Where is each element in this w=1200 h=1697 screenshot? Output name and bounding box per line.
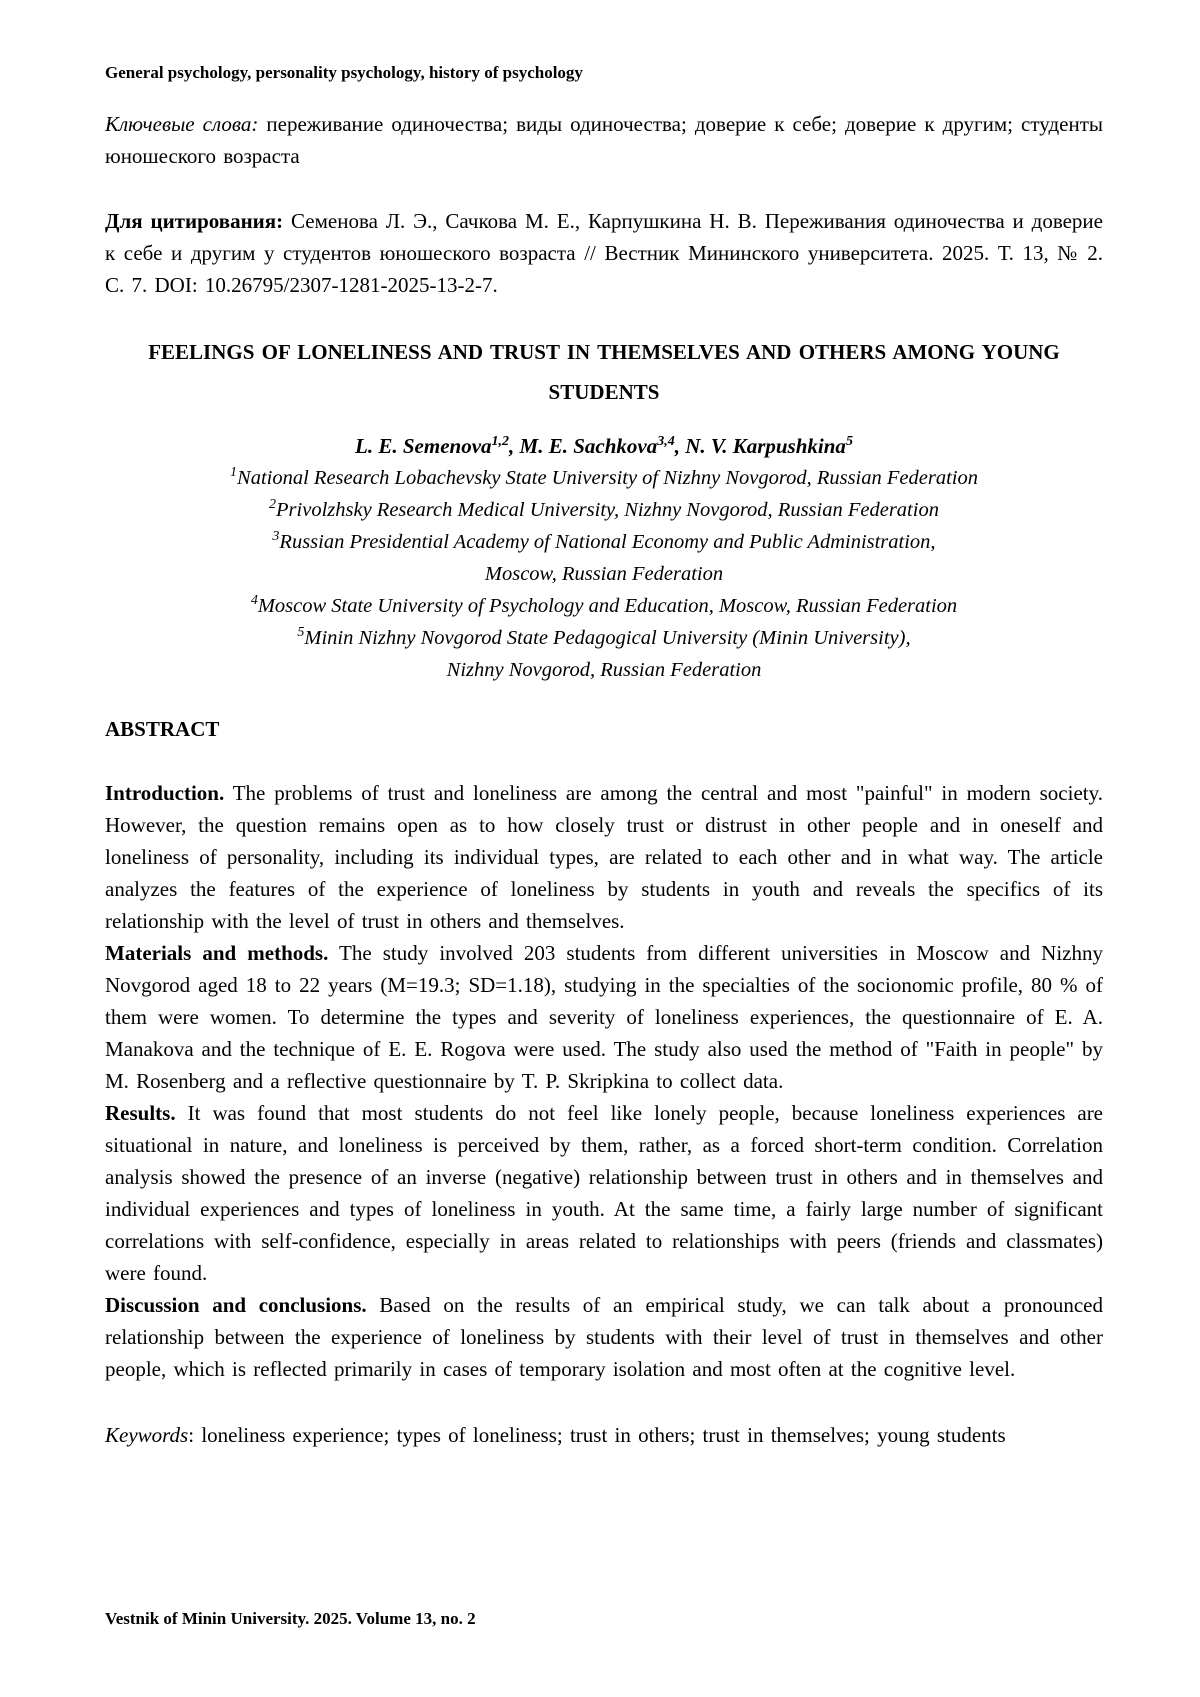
- affiliation-line: [105, 558, 1103, 590]
- section-label: Materials and methods.: [105, 941, 329, 965]
- affiliation-text: Moscow, Russian Federation: [484, 563, 724, 585]
- keywords-russian-label: Ключевые слова:: [105, 112, 259, 136]
- section-label: Discussion and conclusions.: [105, 1293, 367, 1317]
- citation-block: [105, 205, 1103, 301]
- affiliation-text: National Research Lobachevsky State University of Nizhny Novgorod, Russian Federation: [237, 467, 978, 489]
- abstract-heading: ABSTRACT: [105, 717, 220, 741]
- authors-line: [105, 430, 1103, 462]
- keywords-english-label: Keywords: [105, 1423, 189, 1447]
- article-title: FEELINGS OF LONELINESS AND TRUST IN THEMSELVES AND OTHERS AMONG YOUNG STUDENTS: [148, 340, 1060, 404]
- affiliation-superscript: 1: [230, 465, 238, 481]
- author-name: L. E. Semenova: [355, 434, 492, 458]
- journal-footer: Vestnik of Minin University. 2025. Volume 13, no. 2: [105, 1609, 476, 1628]
- section-text: It was found that most students do not feel like lonely people, because loneliness experiences are situational in nature, and loneliness is perceived by them, rather, as a forced short-term condition. Correlation analysis showed the presence of an inverse (negative) relationship between trust in others and in themselves and individual experiences and types of loneliness in youth. At the same time, a fairly large number of significant correlations with self-confidence, especially in areas related to relationships with peers (friends and classmates) were found.: [105, 1101, 1104, 1285]
- abstract-section-materials-methods: [105, 937, 1103, 1097]
- affiliation-superscript: 3: [272, 529, 280, 545]
- author-superscript: 1,2: [491, 434, 510, 449]
- affiliation-line: [105, 462, 1103, 494]
- author-superscript: 3,4: [657, 434, 675, 449]
- affiliation-line: [105, 494, 1103, 526]
- section-label: Introduction.: [105, 781, 225, 805]
- citation-label: Для цитирования:: [105, 209, 284, 233]
- abstract-section-discussion-conclusions: [105, 1289, 1103, 1385]
- affiliation-line: [105, 590, 1103, 622]
- citation-text: Семенова Л. Э., Сачкова М. Е., Карпушкина Н. В. Переживания одиночества и доверие к себе и другим у студентов юношеского возраста // Вестник Мининского университета. 2025. Т. 13, № 2. С. 7. DOI: 10.26795/2307-1281-2025-13-2-7.: [105, 209, 1103, 297]
- section-text: Based on the results of an empirical study, we can talk about a pronounced relationship between the experience of loneliness by students with their level of trust in themselves and other people, which is reflected primarily in cases of temporary isolation and most often at the cognitive level.: [105, 1293, 1103, 1381]
- affiliation-superscript: 2: [269, 497, 277, 513]
- keywords-english-text: : loneliness experience; types of loneliness; trust in others; trust in themselves; young students: [188, 1423, 1006, 1447]
- abstract-section-introduction: [105, 777, 1103, 937]
- affiliation-text: Nizhny Novgorod, Russian Federation: [446, 659, 762, 681]
- section-text: The study involved 203 students from different universities in Moscow and Nizhny Novgorod aged 18 to 22 years (M=19.3; SD=1.18), studying in the specialties of the socionomic profile, 80 % of them were women. To determine the types and severity of loneliness experiences, the questionnaire of E. A. Manakova and the technique of E. E. Rogova were used. The study also used the method of "Faith in people" by M. Rosenberg and a reflective questionnaire by T. P. Skripkina to collect data.: [105, 941, 1103, 1093]
- section-text: The problems of trust and loneliness are among the central and most "painful" in modern society. However, the question remains open as to how closely trust or distrust in other people and in oneself and loneliness of personality, including its individual types, are related to each other and in what way. The article analyzes the features of the experience of loneliness by students in youth and reveals the specifics of its relationship with the level of trust in others and themselves.: [105, 781, 1103, 933]
- author-name: , M. E. Sachkova: [509, 434, 658, 458]
- running-head: General psychology, personality psychology, history of psychology: [105, 63, 583, 82]
- affiliation-superscript: 4: [250, 593, 258, 609]
- affiliations-block: [105, 462, 1103, 686]
- keywords-english: [105, 1419, 1103, 1451]
- affiliation-line: [105, 622, 1103, 654]
- author-name: , N. V. Karpushkina: [674, 434, 846, 458]
- affiliation-text: Moscow State University of Psychology and Education, Moscow, Russian Federation: [257, 595, 958, 617]
- abstract-section-results: [105, 1097, 1103, 1289]
- affiliation-text: Minin Nizhny Novgorod State Pedagogical University (Minin University),: [304, 627, 911, 649]
- author-superscript: 5: [845, 434, 853, 449]
- affiliation-text: Russian Presidential Academy of National Economy and Public Administration,: [279, 531, 936, 553]
- affiliation-superscript: 5: [297, 625, 305, 641]
- affiliation-line: [105, 526, 1103, 558]
- section-label: Results.: [105, 1101, 176, 1125]
- affiliation-text: Privolzhsky Research Medical University, Nizhny Novgorod, Russian Federation: [276, 499, 939, 521]
- keywords-russian-text: переживание одиночества; виды одиночества; доверие к себе; доверие к другим; студенты юношеского возраста: [105, 112, 1103, 168]
- keywords-russian: [105, 108, 1103, 172]
- affiliation-line: [105, 654, 1103, 686]
